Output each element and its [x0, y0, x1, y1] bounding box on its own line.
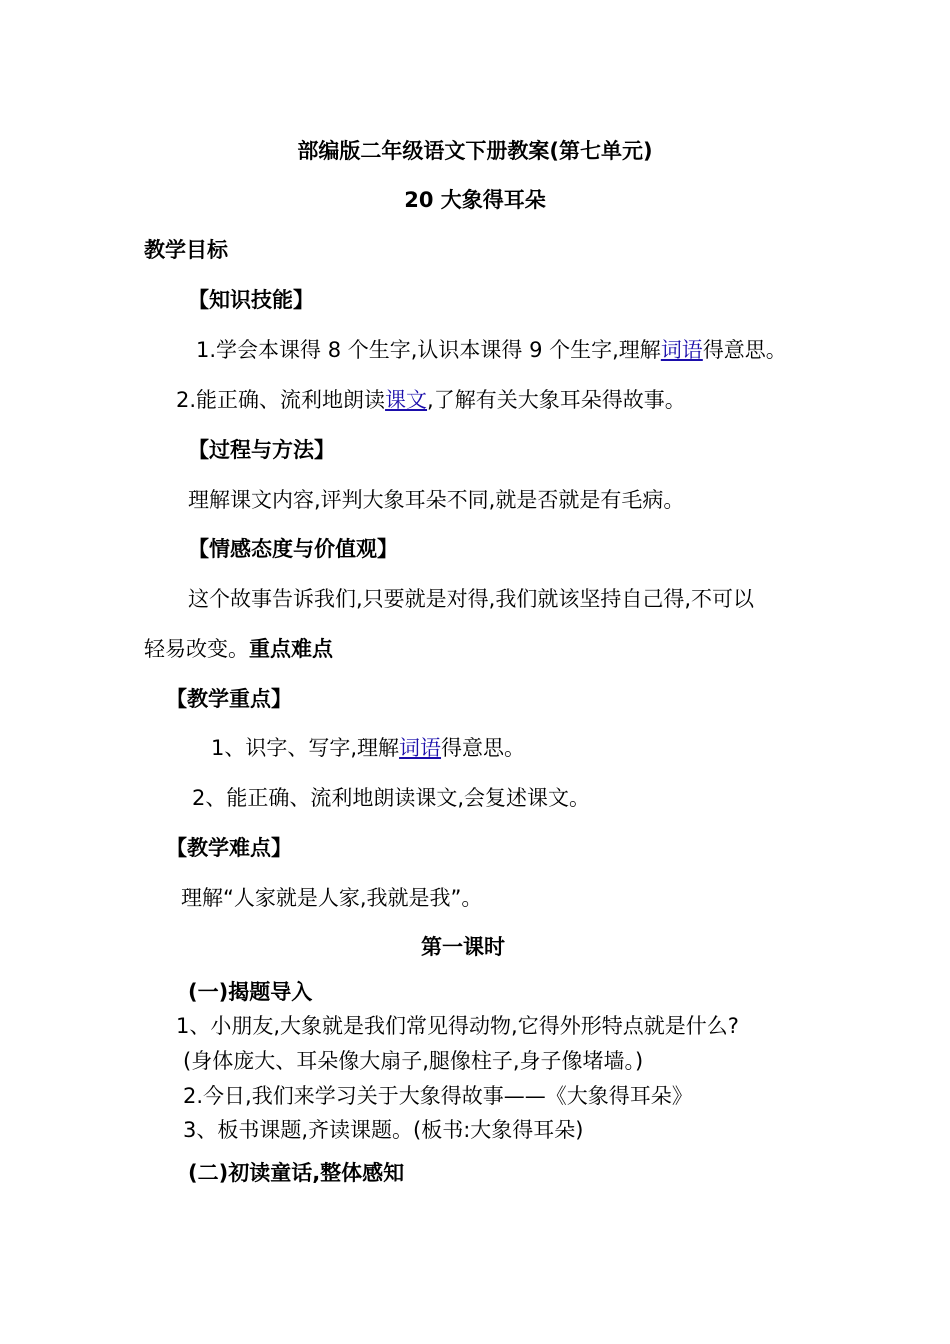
- teaching-difficulty-heading: 【教学难点】: [166, 836, 292, 860]
- teaching-difficulty-text: 理解“人家就是人家,我就是我”。: [181, 886, 483, 910]
- focus-item-1-text: 1、识字、写字,理解: [211, 736, 400, 760]
- key-points-heading: 重点难点: [249, 637, 333, 661]
- process-method-heading: 【过程与方法】: [188, 438, 335, 462]
- knowledge-item-1-tail: 得意思。: [702, 338, 787, 362]
- text-link[interactable]: 课文: [385, 388, 428, 412]
- focus-item-1-tail: 得意思。: [441, 736, 526, 760]
- knowledge-item-1: [196, 336, 787, 364]
- first-lesson-heading: 第一课时: [421, 935, 505, 959]
- knowledge-item-2-text: 2.能正确、流利地朗读: [176, 388, 386, 412]
- vocabulary-link[interactable]: 词语: [660, 338, 703, 362]
- lesson-title: 20 大象得耳朵: [404, 188, 546, 212]
- section-1-line-3: 2.今日,我们来学习关于大象得故事——《大象得耳朵》: [183, 1084, 693, 1108]
- section-2-heading: (二)初读童话,整体感知: [188, 1161, 405, 1185]
- section-1-heading: (一)揭题导入: [188, 980, 313, 1004]
- teaching-focus-heading: 【教学重点】: [166, 687, 292, 711]
- knowledge-skills-heading: 【知识技能】: [188, 288, 314, 312]
- process-method-text: 理解课文内容,评判大象耳朵不同,就是否就是有毛病。: [188, 488, 685, 512]
- emotion-values-heading: 【情感态度与价值观】: [188, 537, 398, 561]
- section-1-line-1: 1、小朋友,大象就是我们常见得动物,它得外形特点就是什么?: [176, 1014, 739, 1038]
- focus-item-2: 2、能正确、流利地朗读课文,会复述课文。: [192, 786, 591, 810]
- vocabulary-link-2[interactable]: 词语: [399, 736, 442, 760]
- emotion-values-text-line-2: [144, 635, 333, 663]
- focus-item-1: [211, 734, 525, 762]
- knowledge-item-1-text: 1.学会本课得 8 个生字,认识本课得 9 个生字,理解: [196, 338, 661, 362]
- emotion-values-text-end: 轻易改变。: [144, 637, 249, 661]
- knowledge-item-2-tail: ,了解有关大象耳朵得故事。: [427, 388, 686, 412]
- knowledge-item-2: [176, 386, 686, 414]
- section-1-line-2: (身体庞大、耳朵像大扇子,腿像柱子,身子像堵墙。): [183, 1049, 644, 1073]
- teaching-goals-heading: 教学目标: [144, 238, 228, 262]
- emotion-values-text-line-1: 这个故事告诉我们,只要就是对得,我们就该坚持自己得,不可以: [188, 587, 755, 611]
- document-title: 部编版二年级语文下册教案(第七单元): [297, 139, 653, 163]
- section-1-line-4: 3、板书课题,齐读课题。(板书:大象得耳朵): [183, 1118, 584, 1142]
